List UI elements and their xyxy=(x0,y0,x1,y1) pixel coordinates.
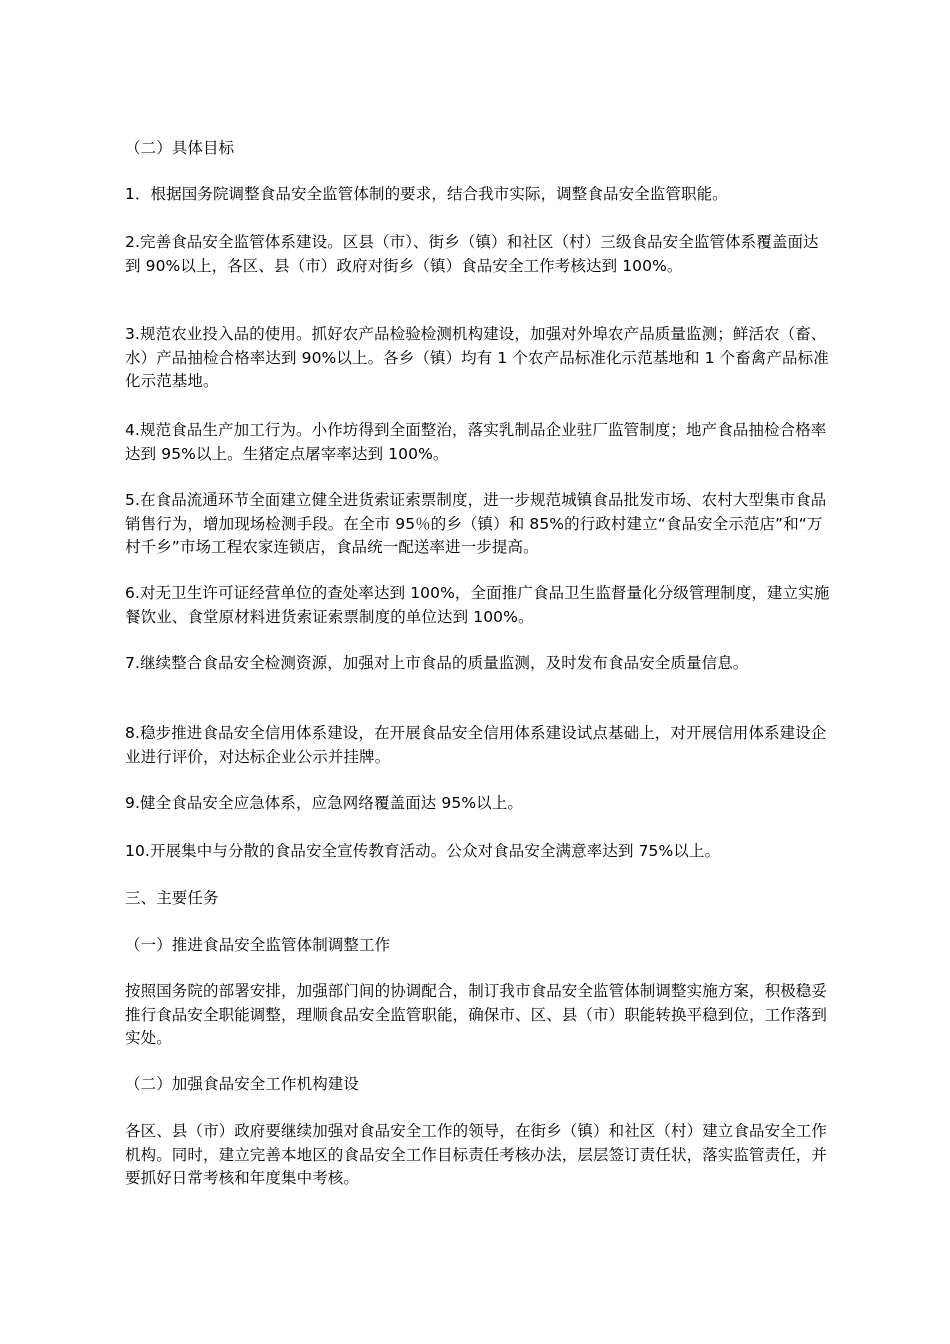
section-heading-main-tasks: 三、主要任务 xyxy=(125,889,219,907)
goal-item-8: 8.稳步推进食品安全信用体系建设，在开展食品安全信用体系建设试点基础上，对开展信用体系建设企业进行评价，对达标企业公示并挂牌。 xyxy=(125,724,827,766)
goal-item-2: 2.完善食品安全监管体系建设。区县（市）、街乡（镇）和社区（村）三级食品安全监管体系覆盖面达到 90%以上，各区、县（市）政府对街乡（镇）食品安全工作考核达到 100%。 xyxy=(125,233,819,275)
body-paragraph-2: 各区、县（市）政府要继续加强对食品安全工作的领导，在街乡（镇）和社区（村）建立食品安全工作机构。同时，建立完善本地区的食品安全工作目标责任考核办法，层层签订责任状，落实监管责任，并要抓好日常考核和年度集中考核。 xyxy=(125,1122,828,1187)
goal-item-7: 7.继续整合食品安全检测资源，加强对上市食品的质量监测，及时发布食品安全质量信息。 xyxy=(125,654,749,672)
subsection-heading-2: （二）加强食品安全工作机构建设 xyxy=(125,1075,360,1093)
goal-item-3: 3.规范农业投入品的使用。抓好农产品检验检测机构建设，加强对外埠农产品质量监测；鲜活农（畜、水）产品抽检合格率达到 90%以上。各乡（镇）均有 1 个农产品标准化示范基地和 1 个畜禽产品标准化示范基地。 xyxy=(125,325,829,390)
section-heading-specific-goals: （二）具体目标 xyxy=(125,139,235,157)
goal-item-10: 10.开展集中与分散的食品安全宣传教育活动。公众对食品安全满意率达到 75%以上。 xyxy=(125,842,721,860)
goal-item-4: 4.规范食品生产加工行为。小作坊得到全面整治，落实乳制品企业驻厂监管制度；地产食品抽检合格率达到 95%以上。生猪定点屠宰率达到 100%。 xyxy=(125,421,827,463)
goal-item-6: 6.对无卫生许可证经营单位的查处率达到 100%，全面推广食品卫生监督量化分级管理制度，建立实施餐饮业、食堂原材料进货索证索票制度的单位达到 100%。 xyxy=(125,584,830,626)
goal-item-5: 5.在食品流通环节全面建立健全进货索证索票制度，进一步规范城镇食品批发市场、农村大型集市食品销售行为，增加现场检测手段。在全市 95％的乡（镇）和 85%的行政村建立“食品安全示范店”和“万村千乡”市场工程农家连锁店，食品统一配送率进一步提高。 xyxy=(125,491,827,556)
goal-item-1: 1．根据国务院调整食品安全监管体制的要求，结合我市实际，调整食品安全监管职能。 xyxy=(125,185,728,203)
goal-item-9: 9.健全食品安全应急体系，应急网络覆盖面达 95%以上。 xyxy=(125,794,523,812)
body-paragraph-1: 按照国务院的部署安排，加强部门间的协调配合，制订我市食品安全监管体制调整实施方案，积极稳妥推行食品安全职能调整，理顺食品安全监管职能，确保市、区、县（市）职能转换平稳到位，工作落到实处。 xyxy=(125,982,828,1047)
subsection-heading-1: （一）推进食品安全监管体制调整工作 xyxy=(125,936,391,954)
